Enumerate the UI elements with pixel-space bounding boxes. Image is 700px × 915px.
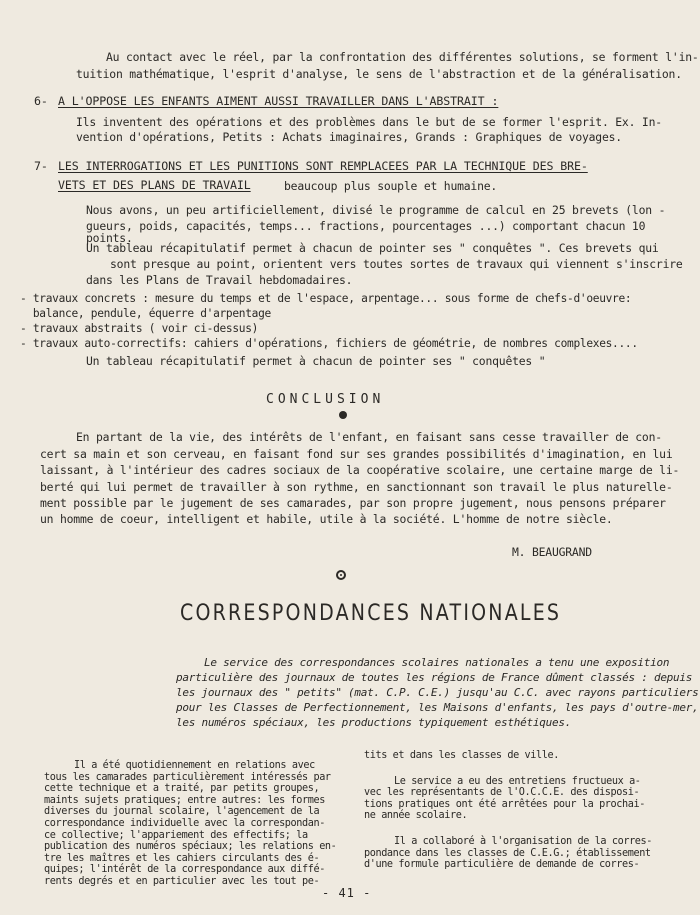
section-7-heading-tail: beaucoup plus souple et humaine. — [284, 179, 498, 193]
right-col-line: pondance dans les classes de C.E.G.; établissement — [364, 847, 651, 859]
bullet-3: - travaux auto-correctifs: cahiers d'opérations, fichiers de géométrie, de nombres complexes.... — [20, 337, 638, 350]
section-7-para1-line-1: Nous avons, un peu artificiellement, divisé le programme de calcul en 25 brevets (lon - — [86, 203, 666, 217]
left-col-line: correspondance individuelle avec la correspondan- — [44, 817, 325, 829]
section-7-para2-line-2: sont presque au point, orientent vers toutes sortes de travaux qui viennent s'inscrire — [110, 257, 683, 271]
left-col-line: maints sujets pratiques; entre autres: les formes — [44, 794, 325, 806]
right-column — [364, 750, 664, 871]
conclusion-line-4: berté qui lui permet de travailler à son rythme, en sanctionnant son travail le plus naturelle- — [40, 480, 673, 494]
section-7-para1-line-2: gueurs, poids, capacités, temps... fractions, pourcentages ...) comportant chacun 10 — [86, 219, 646, 233]
section-7-number: 7- — [34, 159, 48, 173]
right-col-line: d'une formule particulière de demande de corres- — [364, 859, 640, 871]
signature: M. BEAUGRAND — [512, 545, 592, 559]
bullet-dot-icon — [339, 411, 347, 419]
conclusion-line-2: cert sa main et son cerveau, en faisant fond sur ses grandes possibilités d'imagination, en lui — [40, 447, 673, 461]
right-col-line: Le service a eu des entretiens fructueux a- — [394, 775, 641, 787]
conclusion-line-5: ment possible par le jugement de ses camarades, par son propre jugement, nous pensons préparer — [40, 496, 666, 510]
right-col-line: tits et dans les classes de ville. — [364, 750, 559, 761]
correspondances-title: CORRESPONDANCES NATIONALES — [180, 600, 562, 626]
right-col-line: Il a collaboré à l'organisation de la corres- — [394, 835, 653, 847]
corr-intro-line-1: Le service des correspondances scolaires nationales a tenu une exposition — [204, 656, 670, 669]
bullet-2: - travaux abstraits ( voir ci-dessus) — [20, 322, 259, 335]
right-col-line: ne année scolaire. — [364, 810, 468, 822]
left-column — [44, 760, 344, 888]
left-col-line: tous les camarades particulièrement intéressés par — [44, 771, 331, 783]
ornament-ring-icon — [336, 570, 346, 580]
section-7-heading-line-1: LES INTERROGATIONS ET LES PUNITIONS SONT REMPLACEES PAR LA TECHNIQUE DES BRE- — [58, 159, 588, 173]
left-col-line: publication des numéros spéciaux; les relations en- — [44, 841, 337, 853]
corr-intro-line-4: pour les Classes de Perfectionnement, les Maisons d'enfants, les pays d'outre-mer, — [176, 701, 699, 714]
intro-line-2: tuition mathématique, l'esprit d'analyse, le sens de l'abstraction et de la généralisation. — [76, 67, 682, 81]
section-7-para2-line-1: Un tableau récapitulatif permet à chacun de pointer ses " conquêtes ". Ces brevets qui — [86, 241, 659, 255]
right-col-line: vec les représentants de l'O.C.C.E. des disposi- — [364, 787, 640, 799]
right-col-line: tions pratiques ont été arrêtées pour la prochai- — [364, 798, 645, 810]
conclusion-title: CONCLUSION — [266, 392, 385, 407]
bullet-1: - travaux concrets : mesure du temps et de l'espace, arpentage... sous forme de chefs-d'oeuvre: — [20, 292, 632, 305]
bullet-1-cont: balance, pendule, équerre d'arpentage — [20, 307, 271, 320]
section-7-para2-line-3: dans les Plans de Travail hebdomadaires. — [86, 273, 353, 287]
section-6-number: 6- — [34, 94, 48, 108]
section-7-para1-line-3: points. — [86, 231, 133, 245]
section-7-closing: Un tableau récapitulatif permet à chacun de pointer ses " conquêtes " — [86, 354, 546, 368]
page-number: - 41 - — [322, 886, 372, 900]
section-6-line-2: vention d'opérations, Petits : Achats imaginaires, Grands : Graphiques de voyages. — [76, 130, 622, 144]
conclusion-line-6: un homme de coeur, intelligent et habile, utile à la société. L'homme de notre siècle. — [40, 512, 613, 526]
corr-intro-line-2: particulière des journaux de toutes les régions de France dûment classés : depuis — [176, 671, 693, 684]
left-col-line: rents degrés et en particulier avec les tout pe- — [44, 875, 320, 887]
left-col-line: quipes; l'intérêt de la correspondance aux diffé- — [44, 864, 325, 876]
section-6-line-1: Ils inventent des opérations et des problèmes dans le but de se former l'esprit. Ex. In- — [76, 115, 662, 129]
left-col-line: ce collective; l'appariement des effectifs; la — [44, 829, 308, 841]
conclusion-line-1: En partant de la vie, des intérêts de l'enfant, en faisant sans cesse travailler de con- — [76, 430, 662, 444]
corr-intro-line-5: les numéros spéciaux, les productions typiquement esthétiques. — [176, 716, 572, 729]
left-col-line: diverses du journal scolaire, l'agencement de la — [44, 806, 320, 818]
left-col-line: Il a été quotidiennement en relations avec — [74, 760, 315, 771]
left-col-line: tre les maîtres et les cahiers circulants des é- — [44, 852, 320, 864]
intro-line-1: Au contact avec le réel, par la confrontation des différentes solutions, se forment l'in- — [106, 50, 699, 64]
left-col-line: cette technique et a traité, par petits groupes, — [44, 783, 320, 795]
section-7-heading-line-2: VETS ET DES PLANS DE TRAVAIL — [58, 178, 251, 192]
conclusion-line-3: laissant, à l'intérieur des cadres sociaux de la coopérative scolaire, une certaine marge de li- — [40, 463, 680, 477]
section-6-heading: A L'OPPOSE LES ENFANTS AIMENT AUSSI TRAVAILLER DANS L'ABSTRAIT : — [58, 94, 499, 108]
corr-intro-line-3: les journaux des " petits" (mat. C.P. C.E.) jusqu'au C.C. avec rayons particuliers — [176, 686, 699, 699]
